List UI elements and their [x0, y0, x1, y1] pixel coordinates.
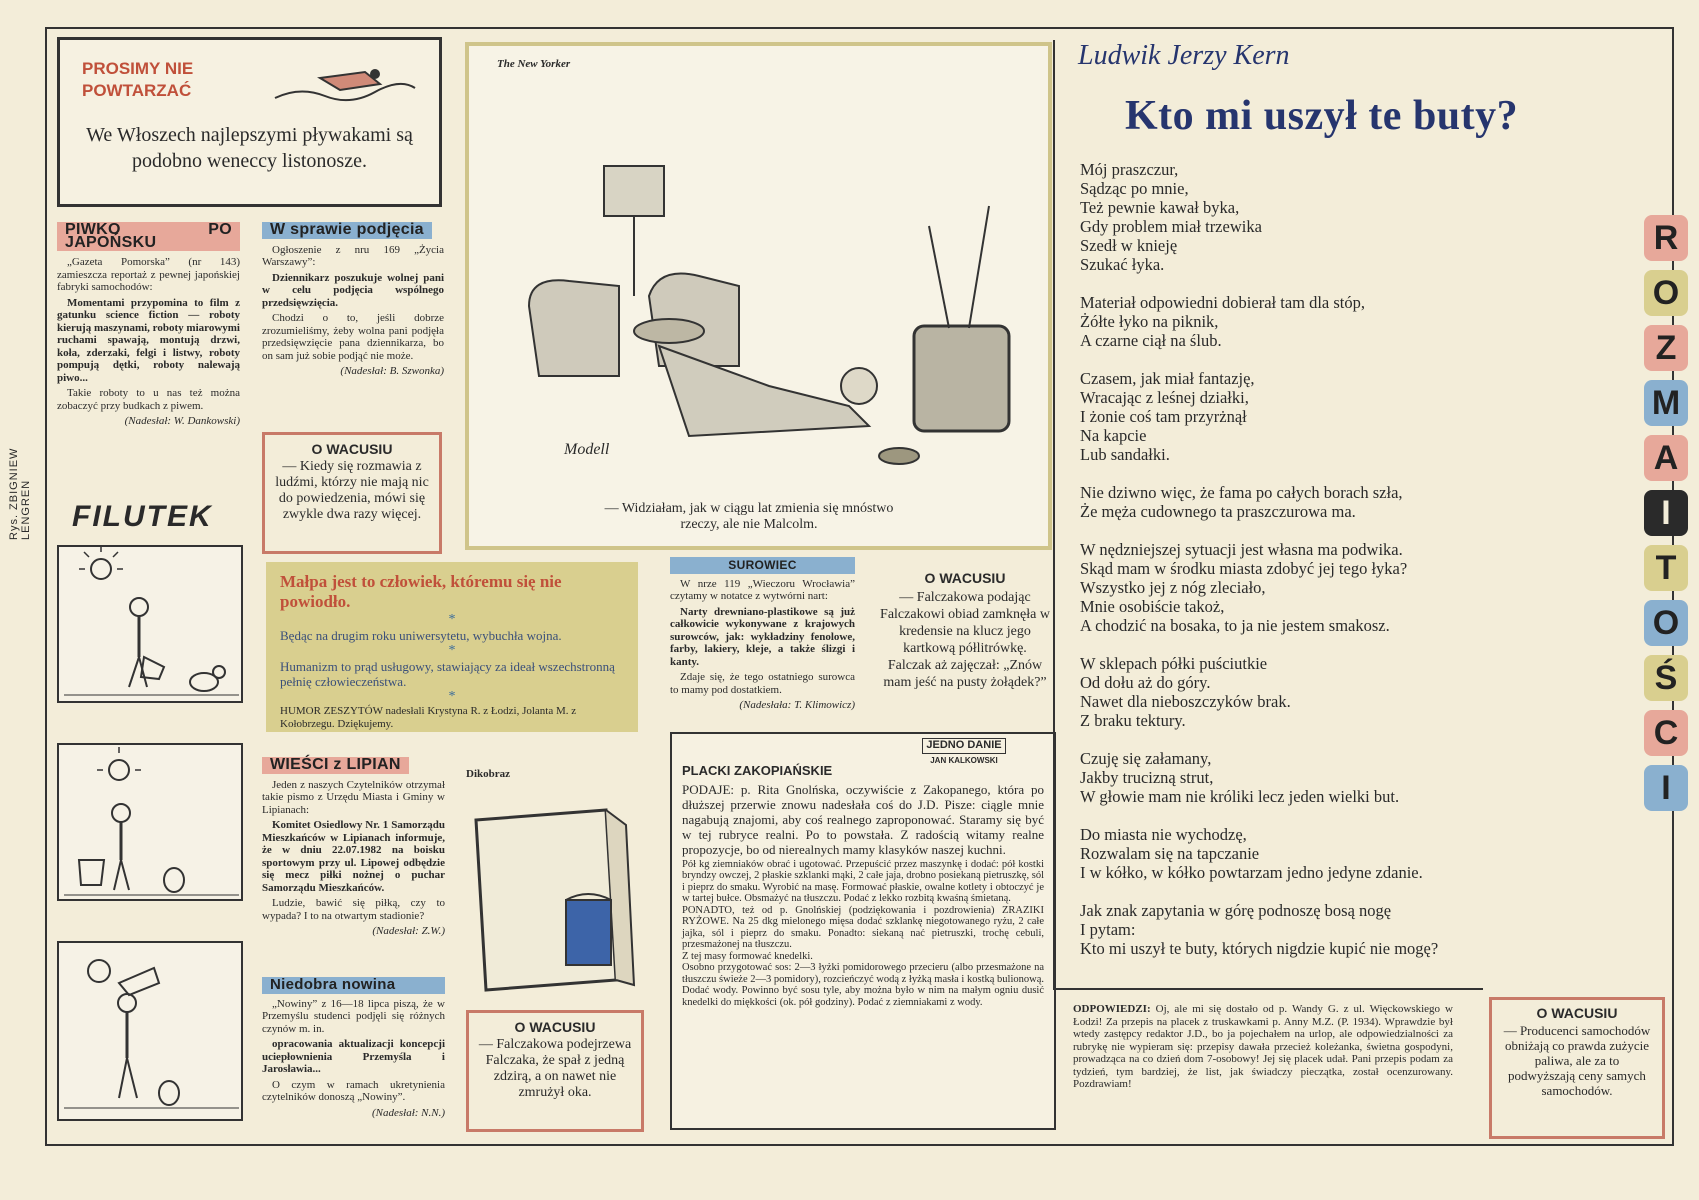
- wacusiu-box-4: [1489, 997, 1665, 1139]
- wacusiu-3-text: — Falczakowa podejrzewa Falczaka, że spał z jedną zdzirą, a on nawet nie zmrużył oka.: [478, 1037, 632, 1100]
- prosimy-text: We Włoszech najlepszymi pływakami są podobno weneccy listonosze.: [86, 124, 413, 172]
- niedobra-article: [262, 977, 445, 1119]
- wacusiu-3-title: O WACUSIU: [514, 1019, 596, 1035]
- poem-stanza-3: Czasem, jak miał fantazję, Wracając z leśnej działki, I żonie coś tam przyrżnął Na kapcie Lub sandałki.: [1080, 369, 1255, 464]
- surowiec-article: [670, 557, 855, 712]
- wacusiu-1-title: O WACUSIU: [311, 441, 393, 457]
- malpa-line-1: Będąc na drugim roku uniwersytetu, wybuchła wojna.: [280, 628, 562, 643]
- wacusiu-4-text: — Producenci samochodów obniżają co prawda zużycie paliwa, ale za to podwyższają ceny samych samochodów.: [1503, 1023, 1651, 1098]
- masthead-letter-1: R: [1644, 215, 1688, 261]
- poem-stanza-5: W nędzniejszej sytuacji jest własna ma podwika. Skąd mam w środku miasta zdobyć jej tego łyka? Wszystko jej z nóg zleciało, Mnie osobiście takoż, A chodzić na bosaka, to ja nie jestem smakosz.: [1080, 540, 1408, 635]
- malpa-line-2: Humanizm to prąd usługowy, stawiający za ideał wszechstronną pełnię człowieczeństwa.: [280, 659, 615, 689]
- malpa-box: [266, 562, 638, 732]
- sun-icon-3: [59, 943, 245, 1123]
- filutek-text: FILUTEK: [72, 500, 213, 533]
- malpa-credit: HUMOR ZESZYTÓW nadesłali Krystyna R. z Łodzi, Jolanta M. z Kołobrzegu. Dziękujemy.: [280, 705, 577, 730]
- poem-title: Kto mi uszył te buty?: [1125, 93, 1519, 139]
- poem-author: Ludwik Jerzy Kern: [1078, 40, 1290, 71]
- wacusiu-1-text: — Kiedy się rozmawia z ludźmi, którzy nie mają nic do powiedzenia, mówi się zwykle dwa razy więcej.: [275, 459, 429, 522]
- placki-p4: Z tej masy formować knedelki.: [682, 950, 813, 962]
- divider-poem-left: [1053, 40, 1055, 990]
- piwko-p1: „Gazeta Pomorska” (nr 143) zamieszcza reportaż z pewnej japońskiej fabryki samochodów:: [57, 256, 240, 293]
- dikobraz-label: Dikobraz: [466, 768, 510, 780]
- sprawie-signature: (Nadesłał: B. Szwonka): [340, 365, 444, 377]
- prosimy-box: [57, 37, 442, 207]
- wiesci-title: WIEŚCI z LIPIAN: [262, 757, 409, 774]
- comic-panel-2: [57, 743, 243, 901]
- wiesci-signature: (Nadesłał: Z.W.): [372, 925, 445, 937]
- poem-stanza-6: W sklepach półki puściutkie Od dołu aż do góry. Nawet dla nieboszczyków brak. Z braku tektury.: [1080, 654, 1291, 730]
- wiesci-p3: Ludzie, bawić się piłką, czy to wypada? I to na otwartym stadionie?: [262, 897, 445, 922]
- wiesci-article: [262, 757, 445, 938]
- placki-p5: Osobno przygotować sos: 2—3 łyżki pomidorowego przecieru (albo przesmażone na tłuszczu świeże 2—3 pomidory), rozcieńczyć wodą z łyżką masła i kostką bulionową. Dodać wody. Powinno być sosu tyle, aby można było w nim na małym ogniu dusić knedelki do miękkości (ok. pół godziny). Podać z ziemniakami z wody.: [682, 962, 1044, 1008]
- piwko-p3: Takie roboty to u nas też można zobaczyć przy budkach z piwem.: [57, 387, 240, 412]
- wacusiu-box-2: [880, 570, 1050, 691]
- masthead-letter-6: I: [1644, 490, 1688, 536]
- wiesci-p2: Komitet Osiedlowy Nr. 1 Samorządu Mieszkańców w Lipianach informuje, że w dniu 22.07.1982 na boisku sportowym przy ul. Lipowej odbędzie się mecz piłki nożnej o puchar Samorządu Mieszkańców.: [262, 819, 445, 894]
- masthead-letter-9: Ś: [1644, 655, 1688, 701]
- sun-icon-2: [59, 745, 245, 903]
- poem-stanza-4: Nie dziwno więc, że fama po całych borach szła, Że męża cudownego ta praszczurowa ma.: [1080, 483, 1403, 521]
- poem-stanza-1: Mój praszczur, Sądząc po mnie, Też pewnie kawał byka, Gdy problem miał trzewika Szedł w knieję Szukać łyka.: [1080, 160, 1262, 274]
- placki-p3: PONADTO, też od p. Gnolńskiej (podziękowania i pozdrowienia) ZRAZIKI RYŻOWE. Na 25 dkg mielonego mięsa dodać szklankę niegotowanego ryżu, 2 całe jajka, sól i pieprz do smaku. Ponadto: siekaną nać pietruszki, trochę cebuli, przesmażonej na tłuszczu.: [682, 904, 1044, 950]
- poem-stanza-8: Do miasta nie wychodzę, Rozwalam się na tapczanie I w kółko, w kółko powtarzam jedno jedyne zdanie.: [1080, 825, 1423, 882]
- cartoon-illustration: [509, 96, 1029, 486]
- wacusiu-2-text: — Falczakowa podając Falczakowi obiad zamknęła w kredensie na klucz jego kartkową półlitrówkę. Falczak aż zajęczał: „Znów mam jeść na pusty żołądek?”: [880, 590, 1050, 690]
- cartoon-caption: — Widziałam, jak w ciągu lat zmienia się mnóstwo rzeczy, ale nie Malcolm.: [604, 501, 894, 532]
- logo-bottom: JAN KALKOWSKI: [930, 755, 998, 765]
- piwko-signature: (Nadesłał: W. Dankowski): [124, 415, 240, 427]
- logo-top: JEDNO DANIE: [922, 738, 1006, 754]
- malpa-star-1: *: [448, 612, 456, 627]
- comic-panel-3: [57, 941, 243, 1121]
- masthead-letter-7: T: [1644, 545, 1688, 591]
- masthead-letter-2: O: [1644, 270, 1688, 316]
- prosimy-title: PROSIMY NIE POWTARZAĆ: [82, 59, 194, 100]
- wacusiu-box-1: [262, 432, 442, 554]
- masthead-letter-11: I: [1644, 765, 1688, 811]
- jedno-danie-logo: [922, 738, 1006, 767]
- wacusiu-2-title: O WACUSIU: [924, 570, 1006, 586]
- niedobra-p1: „Nowiny” z 16—18 lipca piszą, że w Przemyślu studenci podjęli się różnych czynów m. in.: [262, 997, 445, 1035]
- placki-p1: PODAJE: p. Rita Gnolńska, oczywiście z Zakopanego, która po dłuższej przerwie znowu nadesłała coś do J.D. Pisze: ciągle mnie nagabują znajomi, aby coś realnego zaproponować. Staramy się być w tej rubryce realni. Po to powstała. Z radością witamy realne propozycje, bo od nierealnych mamy klasyków naszej kuchni.: [682, 781, 1044, 857]
- sprawie-p1: Ogłoszenie z nru 169 „Życia Warszawy”:: [262, 243, 444, 268]
- niedobra-p2: opracowania aktualizacji koncepcji uciepłownienia Przemyśla i Jarosławia...: [262, 1038, 445, 1075]
- niedobra-signature: (Nadesłał: N.N.): [371, 1106, 445, 1119]
- surowiec-p3: Zdaje się, że tego ostatniego surowca to mamy pod dostatkiem.: [670, 671, 855, 696]
- placki-p2: Pół kg ziemniaków obrać i ugotować. Przepuścić przez maszynkę i dodać: pół kostki bryndzy owczej, 2 płaskie szklanki mąki, 2 całe jaja, drobno posiekaną pietruszkę, sól i pieprz do smaku. Wyrobić na masę. Formować płaskie, owalne kotlety i obtoczyć je w tartej bułce. Obsmażyć na tłuszczu. Podać z lekko rozbitą kwaśną śmietaną.: [682, 858, 1044, 904]
- niedobra-p3: O czym w ramach ukretynienia czytelników donoszą „Nowiny”.: [262, 1078, 445, 1103]
- cartoon-panel: [465, 42, 1052, 550]
- poem-stanza-9: Jak znak zapytania w górę podnoszę bosą nogę I pytam: Kto mi uszył te buty, których nigdzie kupić nie mogę?: [1080, 901, 1439, 958]
- placki-title: PLACKI ZAKOPIAŃSKIE: [682, 763, 833, 778]
- wacusiu-4-title: O WACUSIU: [1536, 1005, 1618, 1021]
- surowiec-signature: (Nadesłała: T. Klimowicz): [739, 699, 855, 711]
- sprawie-p2: Dziennikarz poszukuje wolnej pani w celu podjęcia wspólnego przedsięwzięcia.: [262, 271, 444, 309]
- malpa-star-3: *: [448, 689, 456, 704]
- malpa-title: Małpa jest to człowiek, któremu się nie powiodło.: [280, 572, 562, 611]
- piwko-title: PIWKO PO JAPOŃSKU: [57, 222, 240, 251]
- odpowiedzi-text: Oj, ale mi się dostało od p. Wandy G. z ul. Więckowskiego w Łodzi! Za przepis na placek z truskawkami p. Anny M.Z. (P. 1934). Wprawdzie był wtedy zastępcy redaktor J.D., bo ja pojechałem na urlop, ale odpowiedzialności za rubrykę nie wypieram się: przepisy dawała przecież koleżanka, świetna gospodyni, prowadząca na co dzień dom 7-osobowy! Jej się placek udał. Pani przepis podam za tydzień, tym bardziej, że list, jak świadczy pieczątka, został ocenzurowany. Pozdrawiam!: [1073, 1003, 1453, 1090]
- malpa-star-2: *: [448, 643, 456, 658]
- wacusiu-box-3: [466, 1010, 644, 1132]
- masthead-letter-10: C: [1644, 710, 1688, 756]
- surowiec-p1: W nrze 119 „Wieczoru Wrocławia” czytamy w notatce z wytwórni nart:: [670, 577, 855, 602]
- side-credit-text: Rys. ZBIGNIEW LENGREN: [8, 447, 32, 540]
- masthead-letter-5: A: [1644, 435, 1688, 481]
- cartoon-source: The New Yorker: [497, 58, 571, 70]
- piwko-article: [57, 222, 240, 428]
- poem-stanza-7: Czuję się załamany, Jakby trucizną strut, W głowie mam nie króliki lecz jeden wielki but.: [1080, 749, 1400, 806]
- poem-stanza-2: Materiał odpowiedni dobierał tam dla stóp, Żółte łyko na piknik, A czarne ciął na ślub.: [1080, 293, 1366, 350]
- niedobra-title: Niedobra nowina: [262, 977, 445, 994]
- sprawie-title: W sprawie podjęcia: [262, 222, 432, 239]
- masthead-letter-8: O: [1644, 600, 1688, 646]
- comic-panel-1: [57, 545, 243, 703]
- sprawie-article: [262, 222, 444, 378]
- filutek-label: [72, 500, 242, 534]
- surowiec-title: SUROWIEC: [670, 557, 855, 574]
- poem-body: [1080, 160, 1600, 977]
- masthead: [1644, 215, 1694, 811]
- book-icon: [466, 780, 640, 1000]
- dikobraz-panel: [466, 768, 640, 1008]
- cartoon-signature: Modell: [564, 441, 610, 458]
- masthead-letter-3: Z: [1644, 325, 1688, 371]
- divider-poem-bottom: [1053, 988, 1483, 990]
- swimmer-icon: [270, 58, 420, 108]
- side-credit: [8, 400, 32, 540]
- masthead-letter-4: M: [1644, 380, 1688, 426]
- surowiec-p2: Narty drewniano-plastikowe są już całkowicie wykonywane z krajowych surowców, jak: wykładziny fenolowe, farby, lakiery, kleje, a także ślizgi i kanty.: [670, 605, 855, 668]
- sprawie-p3: Chodzi o to, jeśli dobrze zrozumieliśmy, żeby wolna pani podjęła przedsięwzięcie pana dziennikarza, bo on sam już sobie podjąć nie może.: [262, 312, 444, 362]
- odpowiedzi-box: [1063, 995, 1463, 1115]
- sun-icon: [59, 547, 245, 705]
- piwko-p2: Momentami przypomina to film z gatunku science fiction — roboty kierują maszynami, roboty miarowymi ruchami spawają, montują drzwi, koła, zderzaki, felgi i listwy, roboty pompują dętki, roboty nalewają piwo...: [57, 296, 240, 384]
- odpowiedzi-label: ODPOWIEDZI:: [1073, 1003, 1151, 1015]
- placki-box: [670, 732, 1056, 1130]
- wiesci-p1: Jeden z naszych Czytelników otrzymał takie pismo z Urzędu Miasta i Gminy w Lipianach:: [262, 778, 445, 816]
